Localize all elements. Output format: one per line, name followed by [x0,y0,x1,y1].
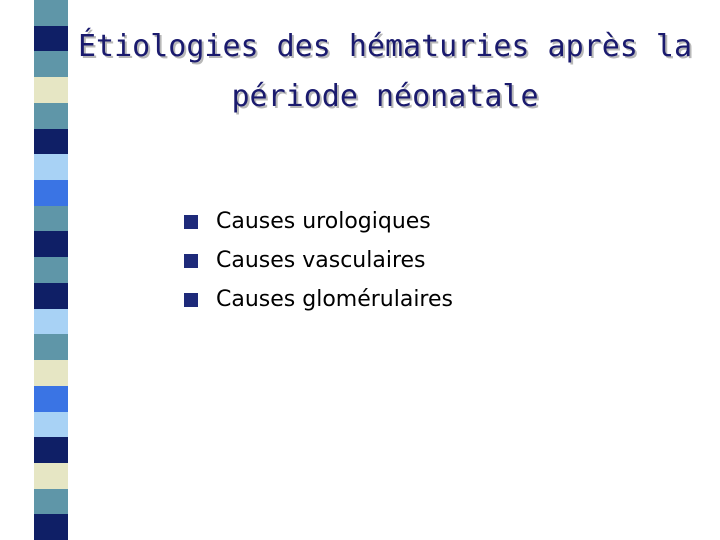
stripe-segment [34,231,68,257]
bullet-item [184,280,453,319]
stripe-segment [34,360,68,386]
title-line-2: période néonatale [231,79,539,114]
square-bullet-icon [184,254,198,268]
title-line-1: Étiologies des hématuries après la [77,29,693,64]
square-bullet-icon [184,293,198,307]
stripe-segment [34,206,68,232]
stripe-segment [34,129,68,155]
stripe-segment [34,154,68,180]
bullet-text: Causes vasculaires [216,248,426,273]
bullet-item [184,241,453,280]
bullet-text: Causes glomérulaires [216,287,453,312]
bullet-list [184,202,453,319]
bullet-item [184,202,453,241]
stripe-segment [34,180,68,206]
stripe-segment [34,334,68,360]
bullet-text: Causes urologiques [216,209,431,234]
square-bullet-icon [184,215,198,229]
slide-title [60,22,710,122]
stripe-segment [34,514,68,540]
stripe-segment [34,386,68,412]
stripe-segment [34,437,68,463]
stripe-segment [34,489,68,515]
stripe-segment [34,257,68,283]
stripe-segment [34,412,68,438]
stripe-segment [34,309,68,335]
stripe-segment [34,463,68,489]
stripe-segment [34,283,68,309]
